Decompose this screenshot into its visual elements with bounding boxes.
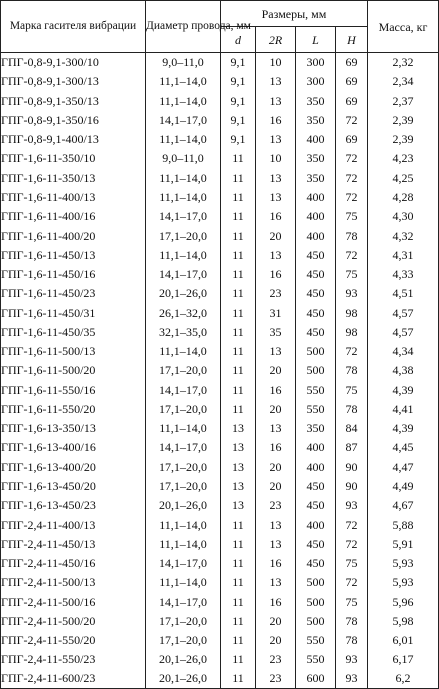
table-row (1, 110, 439, 129)
cell-mass: 4,49 (368, 476, 439, 495)
cell-diameter: 32,1–35,0 (146, 322, 221, 341)
cell-l: 500 (296, 341, 336, 360)
cell-2r: 16 (256, 207, 296, 226)
cell-2r: 16 (256, 438, 296, 457)
cell-h: 69 (336, 72, 368, 91)
cell-d: 11 (221, 207, 256, 226)
cell-l: 300 (296, 72, 336, 91)
cell-mass: 4,38 (368, 361, 439, 380)
cell-h: 78 (336, 399, 368, 418)
cell-mass: 2,32 (368, 53, 439, 72)
cell-d: 11 (221, 611, 256, 630)
cell-l: 300 (296, 53, 336, 72)
cell-l: 400 (296, 438, 336, 457)
cell-l: 450 (296, 322, 336, 341)
cell-model: ГПГ-1,6-11-350/10 (1, 149, 146, 168)
cell-l: 400 (296, 130, 336, 149)
cell-diameter: 11,1–14,0 (146, 245, 221, 264)
table-row (1, 399, 439, 418)
cell-diameter: 14,1–17,0 (146, 110, 221, 129)
table-row (1, 650, 439, 669)
cell-model: ГПГ-2,4-11-500/16 (1, 592, 146, 611)
cell-h: 75 (336, 553, 368, 572)
cell-d: 13 (221, 438, 256, 457)
header-2r: 2R (256, 27, 296, 53)
cell-diameter: 11,1–14,0 (146, 419, 221, 438)
cell-diameter: 17,1–20,0 (146, 476, 221, 495)
cell-d: 11 (221, 226, 256, 245)
table-row (1, 245, 439, 264)
cell-2r: 13 (256, 515, 296, 534)
table-row (1, 226, 439, 245)
cell-2r: 10 (256, 53, 296, 72)
cell-h: 72 (336, 341, 368, 360)
cell-h: 72 (336, 515, 368, 534)
cell-d: 11 (221, 399, 256, 418)
cell-diameter: 20,1–26,0 (146, 284, 221, 303)
cell-mass: 4,30 (368, 207, 439, 226)
cell-h: 78 (336, 361, 368, 380)
table-row (1, 303, 439, 322)
cell-diameter: 14,1–17,0 (146, 438, 221, 457)
cell-d: 11 (221, 553, 256, 572)
cell-2r: 16 (256, 553, 296, 572)
cell-d: 11 (221, 592, 256, 611)
cell-l: 550 (296, 399, 336, 418)
cell-l: 350 (296, 110, 336, 129)
cell-model: ГПГ-1,6-13-350/13 (1, 419, 146, 438)
cell-2r: 20 (256, 476, 296, 495)
cell-model: ГПГ-0,8-9,1-300/13 (1, 72, 146, 91)
cell-2r: 20 (256, 457, 296, 476)
cell-l: 450 (296, 284, 336, 303)
cell-2r: 31 (256, 303, 296, 322)
cell-l: 350 (296, 419, 336, 438)
table-row (1, 207, 439, 226)
cell-2r: 13 (256, 419, 296, 438)
cell-d: 11 (221, 168, 256, 187)
cell-d: 13 (221, 419, 256, 438)
cell-diameter: 20,1–26,0 (146, 650, 221, 669)
cell-model: ГПГ-2,4-11-500/20 (1, 611, 146, 630)
cell-d: 11 (221, 515, 256, 534)
header-l: L (296, 27, 336, 53)
cell-mass: 5,91 (368, 534, 439, 553)
cell-d: 9,1 (221, 130, 256, 149)
cell-h: 93 (336, 669, 368, 688)
cell-l: 350 (296, 168, 336, 187)
cell-d: 9,1 (221, 72, 256, 91)
cell-l: 400 (296, 515, 336, 534)
cell-2r: 13 (256, 91, 296, 110)
header-diameter: Диаметр провода, мм (146, 1, 221, 53)
cell-mass: 4,51 (368, 284, 439, 303)
cell-2r: 13 (256, 168, 296, 187)
header-model: Марка гасителя вибрации (1, 1, 146, 53)
cell-l: 400 (296, 457, 336, 476)
cell-mass: 5,96 (368, 592, 439, 611)
cell-d: 13 (221, 496, 256, 515)
cell-h: 75 (336, 207, 368, 226)
cell-mass: 4,57 (368, 322, 439, 341)
cell-mass: 5,88 (368, 515, 439, 534)
cell-model: ГПГ-1,6-11-450/13 (1, 245, 146, 264)
cell-2r: 16 (256, 264, 296, 283)
cell-2r: 13 (256, 245, 296, 264)
cell-diameter: 14,1–17,0 (146, 207, 221, 226)
cell-d: 11 (221, 361, 256, 380)
cell-diameter: 11,1–14,0 (146, 187, 221, 206)
cell-mass: 4,28 (368, 187, 439, 206)
table-row (1, 457, 439, 476)
cell-mass: 4,57 (368, 303, 439, 322)
cell-model: ГПГ-2,4-11-600/23 (1, 669, 146, 688)
cell-h: 69 (336, 130, 368, 149)
cell-mass: 2,37 (368, 91, 439, 110)
cell-model: ГПГ-0,8-9,1-400/13 (1, 130, 146, 149)
table-row (1, 380, 439, 399)
table-row (1, 611, 439, 630)
table-row (1, 534, 439, 553)
cell-d: 11 (221, 303, 256, 322)
cell-l: 500 (296, 611, 336, 630)
cell-model: ГПГ-1,6-11-500/20 (1, 361, 146, 380)
cell-h: 69 (336, 53, 368, 72)
table-body (1, 53, 439, 689)
cell-2r: 16 (256, 110, 296, 129)
cell-d: 9,1 (221, 91, 256, 110)
cell-diameter: 17,1–20,0 (146, 361, 221, 380)
cell-diameter: 9,0–11,0 (146, 53, 221, 72)
cell-h: 69 (336, 91, 368, 110)
cell-d: 9,1 (221, 53, 256, 72)
cell-mass: 2,39 (368, 130, 439, 149)
cell-mass: 6,01 (368, 630, 439, 649)
cell-model: ГПГ-2,4-11-400/13 (1, 515, 146, 534)
cell-h: 75 (336, 264, 368, 283)
cell-h: 78 (336, 611, 368, 630)
cell-mass: 4,39 (368, 419, 439, 438)
cell-diameter: 17,1–20,0 (146, 457, 221, 476)
cell-model: ГПГ-1,6-11-450/31 (1, 303, 146, 322)
cell-l: 350 (296, 91, 336, 110)
cell-2r: 23 (256, 669, 296, 688)
cell-model: ГПГ-2,4-11-550/20 (1, 630, 146, 649)
cell-2r: 23 (256, 284, 296, 303)
table-row (1, 669, 439, 688)
cell-h: 72 (336, 245, 368, 264)
cell-diameter: 17,1–20,0 (146, 226, 221, 245)
cell-l: 500 (296, 573, 336, 592)
cell-model: ГПГ-1,6-11-400/16 (1, 207, 146, 226)
cell-h: 72 (336, 168, 368, 187)
cell-2r: 13 (256, 130, 296, 149)
cell-mass: 2,39 (368, 110, 439, 129)
cell-l: 550 (296, 380, 336, 399)
cell-d: 11 (221, 187, 256, 206)
cell-d: 13 (221, 457, 256, 476)
cell-d: 11 (221, 322, 256, 341)
cell-mass: 4,33 (368, 264, 439, 283)
cell-diameter: 11,1–14,0 (146, 168, 221, 187)
cell-d: 11 (221, 534, 256, 553)
cell-l: 450 (296, 264, 336, 283)
cell-mass: 4,34 (368, 341, 439, 360)
cell-2r: 13 (256, 187, 296, 206)
table-row (1, 149, 439, 168)
cell-2r: 20 (256, 361, 296, 380)
cell-2r: 13 (256, 534, 296, 553)
cell-l: 450 (296, 303, 336, 322)
cell-l: 500 (296, 592, 336, 611)
cell-2r: 13 (256, 72, 296, 91)
cell-h: 98 (336, 322, 368, 341)
cell-model: ГПГ-1,6-13-450/23 (1, 496, 146, 515)
cell-d: 13 (221, 476, 256, 495)
cell-model: ГПГ-1,6-11-400/20 (1, 226, 146, 245)
cell-mass: 4,41 (368, 399, 439, 418)
cell-diameter: 17,1–20,0 (146, 611, 221, 630)
cell-d: 11 (221, 341, 256, 360)
cell-mass: 5,93 (368, 553, 439, 572)
table-row (1, 476, 439, 495)
cell-l: 400 (296, 207, 336, 226)
cell-mass: 4,23 (368, 149, 439, 168)
cell-d: 11 (221, 264, 256, 283)
cell-model: ГПГ-1,6-11-550/16 (1, 380, 146, 399)
cell-model: ГПГ-0,8-9,1-350/16 (1, 110, 146, 129)
cell-h: 98 (336, 303, 368, 322)
cell-h: 78 (336, 630, 368, 649)
cell-2r: 20 (256, 611, 296, 630)
cell-h: 75 (336, 592, 368, 611)
cell-diameter: 14,1–17,0 (146, 553, 221, 572)
cell-model: ГПГ-0,8-9,1-350/13 (1, 91, 146, 110)
cell-d: 11 (221, 669, 256, 688)
table-row (1, 630, 439, 649)
cell-model: ГПГ-1,6-11-450/23 (1, 284, 146, 303)
cell-h: 87 (336, 438, 368, 457)
cell-l: 400 (296, 226, 336, 245)
table-row (1, 553, 439, 572)
table-row (1, 438, 439, 457)
cell-diameter: 20,1–26,0 (146, 496, 221, 515)
cell-d: 9,1 (221, 110, 256, 129)
cell-2r: 16 (256, 380, 296, 399)
cell-h: 90 (336, 457, 368, 476)
cell-d: 11 (221, 573, 256, 592)
cell-l: 400 (296, 187, 336, 206)
cell-h: 93 (336, 650, 368, 669)
cell-l: 450 (296, 496, 336, 515)
cell-model: ГПГ-1,6-11-450/16 (1, 264, 146, 283)
cell-2r: 20 (256, 226, 296, 245)
cell-l: 600 (296, 669, 336, 688)
table-row (1, 187, 439, 206)
cell-l: 500 (296, 361, 336, 380)
cell-diameter: 14,1–17,0 (146, 592, 221, 611)
cell-mass: 4,45 (368, 438, 439, 457)
cell-diameter: 14,1–17,0 (146, 380, 221, 399)
table-row (1, 592, 439, 611)
cell-d: 11 (221, 284, 256, 303)
cell-diameter: 17,1–20,0 (146, 630, 221, 649)
cell-h: 72 (336, 534, 368, 553)
table-row (1, 515, 439, 534)
cell-l: 450 (296, 476, 336, 495)
cell-2r: 20 (256, 630, 296, 649)
cell-2r: 13 (256, 573, 296, 592)
cell-mass: 6,2 (368, 669, 439, 688)
cell-diameter: 11,1–14,0 (146, 515, 221, 534)
cell-h: 93 (336, 284, 368, 303)
cell-mass: 4,67 (368, 496, 439, 515)
cell-mass: 6,17 (368, 650, 439, 669)
cell-diameter: 17,1–20,0 (146, 399, 221, 418)
table-row (1, 53, 439, 72)
header-h: H (336, 27, 368, 53)
cell-diameter: 11,1–14,0 (146, 91, 221, 110)
cell-h: 93 (336, 496, 368, 515)
cell-d: 11 (221, 650, 256, 669)
cell-mass: 5,93 (368, 573, 439, 592)
cell-model: ГПГ-1,6-13-400/16 (1, 438, 146, 457)
cell-model: ГПГ-1,6-13-450/20 (1, 476, 146, 495)
cell-h: 72 (336, 110, 368, 129)
cell-model: ГПГ-2,4-11-450/13 (1, 534, 146, 553)
cell-h: 90 (336, 476, 368, 495)
cell-model: ГПГ-1,6-11-500/13 (1, 341, 146, 360)
header-mass: Масса, кг (368, 1, 439, 53)
table-row (1, 419, 439, 438)
cell-h: 72 (336, 573, 368, 592)
cell-2r: 35 (256, 322, 296, 341)
cell-l: 350 (296, 149, 336, 168)
cell-h: 84 (336, 419, 368, 438)
cell-d: 11 (221, 380, 256, 399)
cell-diameter: 20,1–26,0 (146, 669, 221, 688)
cell-l: 450 (296, 534, 336, 553)
cell-mass: 4,39 (368, 380, 439, 399)
header-dimensions: Размеры, мм (221, 1, 368, 27)
cell-2r: 10 (256, 149, 296, 168)
table-header (1, 1, 439, 53)
cell-h: 72 (336, 187, 368, 206)
cell-diameter: 11,1–14,0 (146, 534, 221, 553)
cell-2r: 20 (256, 399, 296, 418)
cell-model: ГПГ-0,8-9,1-300/10 (1, 53, 146, 72)
table-row (1, 361, 439, 380)
table-row (1, 91, 439, 110)
cell-model: ГПГ-1,6-11-450/35 (1, 322, 146, 341)
cell-l: 550 (296, 630, 336, 649)
table-row (1, 168, 439, 187)
cell-mass: 5,98 (368, 611, 439, 630)
cell-l: 450 (296, 553, 336, 572)
cell-l: 550 (296, 650, 336, 669)
cell-model: ГПГ-2,4-11-450/16 (1, 553, 146, 572)
cell-h: 78 (336, 226, 368, 245)
cell-h: 75 (336, 380, 368, 399)
cell-diameter: 11,1–14,0 (146, 341, 221, 360)
table-row (1, 496, 439, 515)
cell-model: ГПГ-2,4-11-500/13 (1, 573, 146, 592)
cell-diameter: 26,1–32,0 (146, 303, 221, 322)
table-row (1, 284, 439, 303)
table-row (1, 72, 439, 91)
table-row (1, 264, 439, 283)
cell-diameter: 14,1–17,0 (146, 264, 221, 283)
cell-d: 11 (221, 630, 256, 649)
cell-diameter: 9,0–11,0 (146, 149, 221, 168)
cell-mass: 2,34 (368, 72, 439, 91)
cell-h: 72 (336, 149, 368, 168)
cell-model: ГПГ-1,6-11-400/13 (1, 187, 146, 206)
header-d: d (221, 27, 256, 53)
cell-diameter: 11,1–14,0 (146, 130, 221, 149)
cell-diameter: 11,1–14,0 (146, 573, 221, 592)
table-row (1, 573, 439, 592)
table-row (1, 341, 439, 360)
cell-model: ГПГ-2,4-11-550/23 (1, 650, 146, 669)
cell-l: 450 (296, 245, 336, 264)
cell-diameter: 11,1–14,0 (146, 72, 221, 91)
cell-mass: 4,25 (368, 168, 439, 187)
cell-2r: 23 (256, 650, 296, 669)
cell-2r: 23 (256, 496, 296, 515)
table-row (1, 130, 439, 149)
cell-mass: 4,31 (368, 245, 439, 264)
cell-2r: 13 (256, 341, 296, 360)
cell-mass: 4,32 (368, 226, 439, 245)
cell-mass: 4,47 (368, 457, 439, 476)
table-row (1, 322, 439, 341)
cell-d: 11 (221, 245, 256, 264)
cell-model: ГПГ-1,6-11-550/20 (1, 399, 146, 418)
cell-model: ГПГ-1,6-13-400/20 (1, 457, 146, 476)
cell-d: 11 (221, 149, 256, 168)
cell-model: ГПГ-1,6-11-350/13 (1, 168, 146, 187)
cell-2r: 16 (256, 592, 296, 611)
